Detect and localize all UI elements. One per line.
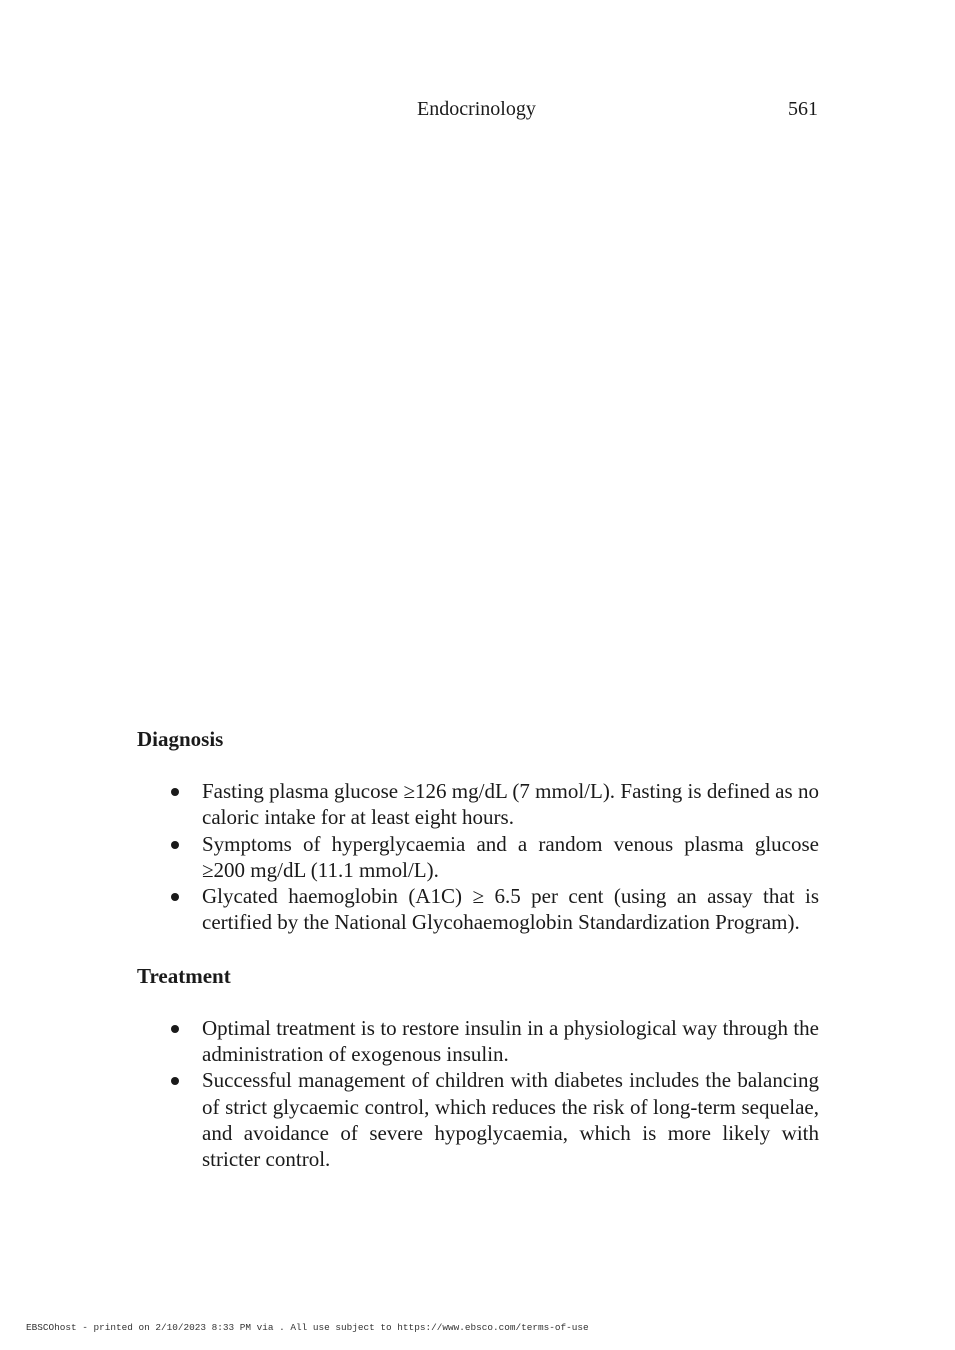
bullet-icon xyxy=(171,1077,179,1085)
diagnosis-list xyxy=(137,778,819,936)
bullet-icon xyxy=(171,841,179,849)
print-footer: EBSCOhost - printed on 2/10/2023 8:33 PM via . All use subject to https://www.ebsco.com/terms-of-use xyxy=(26,1322,589,1333)
running-title: Endocrinology xyxy=(417,98,536,120)
section-heading-treatment: Treatment xyxy=(137,963,231,988)
list-item-text: Fasting plasma glucose ≥126 mg/dL (7 mmol/L). Fasting is defined as no caloric intake for at least eight hours. xyxy=(202,779,819,830)
bullet-icon xyxy=(171,893,179,901)
bullet-icon xyxy=(171,788,179,796)
treatment-list xyxy=(137,1015,819,1173)
list-item xyxy=(137,778,819,831)
running-head xyxy=(0,96,955,122)
list-item-text: Optimal treatment is to restore insulin in a physiological way through the administration of exogenous insulin. xyxy=(202,1015,819,1067)
section-heading-diagnosis: Diagnosis xyxy=(137,727,224,751)
page-number: 561 xyxy=(788,98,818,120)
main-content xyxy=(137,726,819,1173)
section-treatment xyxy=(137,963,819,1173)
list-item-text: Successful management of children with diabetes includes the balancing of strict glycaemic control, which reduces the risk of long-term sequelae, and avoidance of severe hypoglycaemia, which is more likely with stricter control. xyxy=(202,1068,819,1172)
list-item xyxy=(137,1067,819,1172)
list-item-text: Symptoms of hyperglycaemia and a random venous plasma glucose ≥200 mg/dL (11.1 mmol/L). xyxy=(202,831,819,882)
section-diagnosis xyxy=(137,726,819,936)
bullet-icon xyxy=(171,1025,179,1033)
list-item xyxy=(137,883,819,936)
list-item-text: Glycated haemoglobin (A1C) ≥ 6.5 per cent (using an assay that is certified by the National Glycohaemoglobin Standardization Program). xyxy=(202,884,819,935)
list-item xyxy=(137,831,819,884)
list-item xyxy=(137,1015,819,1068)
